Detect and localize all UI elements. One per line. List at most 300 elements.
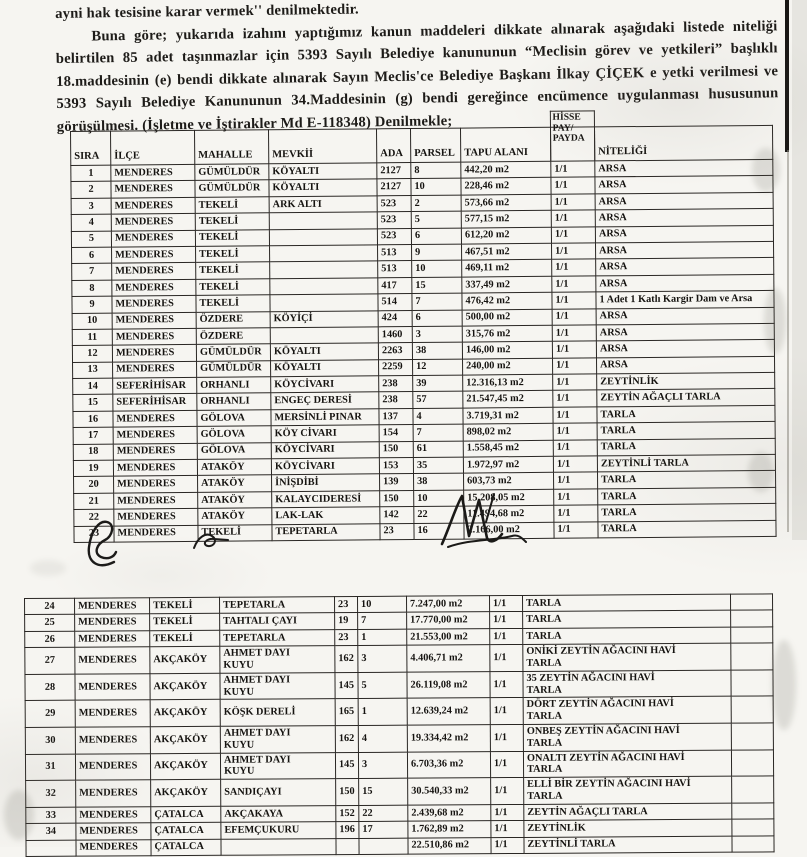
table-cell: AKÇAKÖY (150, 700, 220, 727)
table-cell: MENDERES (114, 525, 198, 542)
table-cell: 513 (378, 244, 412, 261)
table-cell: 16 (414, 523, 464, 540)
column-header-ada: ADA (376, 129, 410, 163)
table-cell: 1/1 (553, 390, 597, 407)
table-cell: ONBEŞ ZEYTİN AĞACINI HAVİ TARLA (523, 723, 731, 751)
table-cell: 1/1 (554, 522, 598, 539)
table-cell: 11 (72, 329, 112, 346)
table-cell: 12 (413, 359, 463, 376)
table-cell: 15 (412, 277, 462, 294)
table-cell (270, 245, 378, 262)
table-cell: MENDERES (113, 459, 197, 476)
table-cell: 2127 (377, 179, 411, 196)
table-cell: 1 (358, 699, 407, 726)
table-cell: ZEYTİN AĞAÇLI TARLA (597, 389, 775, 407)
table-cell: 1/1 (489, 595, 522, 612)
table2-body (25, 594, 775, 856)
table-cell (26, 840, 76, 857)
table-cell: 337,49 m2 (462, 276, 552, 293)
table-cell: ARSA (596, 323, 774, 341)
table-cell: 1/1 (552, 308, 596, 325)
scan-edge-shadow (792, 0, 807, 540)
table-cell: 1/1 (490, 698, 523, 725)
table-cell: 7 (413, 424, 463, 441)
table-cell: KÖYALTI (269, 163, 377, 180)
table-cell: 240,00 m2 (463, 358, 553, 375)
table-cell-empty (732, 776, 774, 803)
table-cell: 6 (412, 310, 462, 327)
table-cell: 523 (377, 228, 411, 245)
column-header-ilce: İLÇE (111, 130, 195, 165)
table-cell: 10 (414, 490, 464, 507)
table-cell: 23 (380, 523, 414, 540)
table-cell: 1/1 (552, 341, 596, 358)
table-cell: 35 ZEYTİN AĞACINI HAVİ TARLA (523, 670, 731, 698)
table-cell: 3 (412, 326, 462, 343)
table-cell: 2 (71, 182, 111, 199)
table-cell: 424 (378, 310, 412, 327)
intro-first-line: ayni hak tesisine karar vermek'' denilmektedir. (55, 1, 359, 22)
table-cell: KÖYALTI (271, 360, 379, 377)
scan-smudge (748, 452, 774, 492)
column-header-sira: SIRA (71, 131, 111, 165)
table-cell: KÖY CİVARI (271, 425, 379, 442)
table-cell: 38 (412, 342, 462, 359)
table-cell: 238 (379, 392, 413, 409)
table-cell: MENDERES (113, 443, 197, 460)
table-cell: ÇATALCA (151, 839, 221, 856)
column-header-niteligi: NİTELİĞİ (594, 125, 772, 161)
table-cell: MENDERES (75, 631, 150, 648)
table-cell: 5 (411, 211, 461, 228)
table-cell: TEKELİ (195, 229, 269, 246)
table-cell: ÇATALCA (151, 806, 221, 823)
table-cell: 1.972,97 m2 (463, 456, 553, 473)
table-cell: 17 (73, 427, 113, 444)
table-cell: MENDERES (75, 673, 150, 700)
table-cell: AKÇAKÖY (150, 646, 220, 673)
table-cell: 1/1 (490, 645, 523, 672)
table-cell: 1/1 (491, 804, 524, 821)
intro-body-text: Buna göre; yukarıda izahını yaptığımız kanun maddeleri dikkate alınarak aşağıdaki listede niteliği belirtilen 85 adet taşınmazlar için 5393 Sayılı Belediye kanununun “Meclisin görev ve yetkileri” başlıklı 18.maddesinin (e) bendi dikkate alınarak Sayın Meclis'ce Belediye Başkanı İlkay ÇİÇEK e yetki verilmesi ve 5393 Sayılı Belediye Kanununun 34.Maddesinin (g) bendi gereğince encümence uygulanması hususunun görüşülmesi. (İşletme ve İştirakler Md E-118348) Denilmekle; (55, 17, 779, 135)
table-cell: TEPETARLA (220, 629, 335, 646)
table-cell: 22 (359, 805, 408, 822)
table-cell: 442,20 m2 (461, 161, 551, 178)
table-cell: ATAKÖY (198, 508, 272, 525)
table-cell: MENDERES (111, 181, 195, 198)
table-cell: 577,15 m2 (461, 210, 551, 227)
table-cell: 469,11 m2 (462, 260, 552, 277)
table-cell: ELLİ BİR ZEYTİN AĞACINI HAVİ TARLA (524, 776, 732, 804)
table-cell: 315,76 m2 (462, 325, 552, 342)
table-cell: 1/1 (490, 724, 523, 751)
table-cell: 4 (358, 725, 407, 752)
table-cell: 4 (71, 214, 111, 231)
table-cell: 898,02 m2 (463, 424, 553, 441)
table-cell: 150 (336, 779, 359, 806)
table-cell: 417 (378, 277, 412, 294)
table-cell: TEKELİ (195, 197, 269, 214)
table-cell: 21.547,45 m2 (463, 391, 553, 408)
table-cell: 162 (335, 646, 358, 673)
table-cell: 5 (358, 672, 407, 699)
table-cell: 1/1 (551, 177, 595, 194)
table-cell: MENDERES (111, 214, 195, 231)
table-cell: ÖZDERE (196, 328, 270, 345)
table-cell: TEKELİ (195, 213, 269, 230)
table-cell: 19.334,42 m2 (407, 725, 490, 752)
column-header-mevkii: MEVKİİ (268, 129, 376, 164)
table-cell: ATAKÖY (197, 459, 271, 476)
scan-smudge (30, 560, 66, 576)
table-cell: ARSA (595, 209, 773, 227)
table-cell: 1/1 (490, 612, 523, 629)
table-cell: 12 (72, 345, 112, 362)
table-cell: TARLA (597, 405, 775, 423)
table-cell: 22 (414, 506, 464, 523)
table-cell: 2.166,00 m2 (464, 522, 554, 539)
table-cell: 12.639,24 m2 (407, 698, 490, 725)
table-cell: 1/1 (491, 837, 524, 854)
table-cell: TEKELİ (196, 278, 270, 295)
table-cell: 6 (72, 247, 112, 264)
table-cell: 15 (73, 395, 113, 412)
table1-body (71, 159, 776, 542)
table-cell: KÖYCİVARI (271, 458, 379, 475)
table-cell: TEPETARLA (272, 523, 380, 540)
table-cell: 145 (335, 672, 358, 699)
table-cell-empty (731, 749, 773, 776)
column-header-hisse (550, 111, 594, 161)
table-cell: 7 (358, 613, 407, 630)
table-cell: 27 (25, 647, 75, 674)
table-cell: 150 (379, 441, 413, 458)
intro-paragraph (55, 0, 779, 139)
table-cell: 145 (335, 752, 358, 779)
table-cell: TEKELİ (150, 630, 220, 647)
table-cell: GÖLOVA (197, 426, 271, 443)
table-cell: 196 (336, 822, 359, 839)
table-cell: TARLA (598, 487, 776, 505)
table-cell: MENDERES (112, 279, 196, 296)
table-cell: KÖŞK DERELİ (220, 699, 335, 726)
table-cell: LAK-LAK (272, 507, 380, 524)
table-cell-empty (732, 803, 774, 820)
table-cell: 513 (378, 261, 412, 278)
table-cell: 1/1 (551, 210, 595, 227)
table-cell: MENDERES (113, 361, 197, 378)
table-cell: 10 (412, 260, 462, 277)
table-cell: MENDERES (112, 312, 196, 329)
table-cell: 476,42 m2 (462, 292, 552, 309)
table-cell: ORHANLI (197, 393, 271, 410)
table-cell: ONİKİ ZEYTİN AĞACINI HAVİ TARLA (523, 643, 731, 671)
table-cell: 10 (357, 596, 406, 613)
table-cell: MENDERES (75, 614, 150, 631)
table-cell (359, 838, 408, 855)
table-cell: 21 (74, 493, 114, 510)
table-cell: 1/1 (490, 751, 523, 778)
table-cell: 1/1 (551, 243, 595, 260)
table-cell: MENDERES (113, 410, 197, 427)
table-cell: 33 (26, 807, 76, 824)
table-cell: 34 (26, 823, 76, 840)
table-cell: 25 (25, 615, 75, 632)
table-cell: ARSA (595, 192, 773, 210)
table-cell: 3.719,31 m2 (463, 407, 553, 424)
table-cell: AHMET DAYI KUYU (220, 646, 335, 673)
table-cell: ATAKÖY (198, 492, 272, 509)
table-cell: GÜMÜLDÜR (195, 180, 269, 197)
table-cell: 1.762,89 m2 (408, 821, 491, 838)
column-header-mahalle: MAHALLE (194, 130, 268, 165)
table-cell: 146,00 m2 (462, 342, 552, 359)
table-cell: 38 (414, 474, 464, 491)
table-cell: MENDERES (114, 476, 198, 493)
table-cell: 16 (73, 411, 113, 428)
table-cell: KÖYCİVARI (271, 376, 379, 393)
table-cell: 8 (411, 162, 461, 179)
table-cell: TARLA (522, 594, 730, 612)
table-cell: 142 (380, 507, 414, 524)
table-cell: MENDERES (76, 806, 151, 823)
table-cell: 6.703,36 m2 (407, 751, 490, 778)
table-cell: 1/1 (552, 276, 596, 293)
table-cell: TEKELİ (196, 246, 270, 263)
table-cell: ZEYTİNLİK (524, 819, 732, 837)
table-cell: ARSA (595, 159, 773, 177)
table-cell: ONALTI ZEYTİN AĞACINI HAVİ TARLA (523, 750, 731, 778)
table-cell: ARSA (596, 307, 774, 325)
table-cell-empty (731, 696, 773, 723)
table-cell-empty (732, 819, 774, 836)
table-cell: SEFERİHİSAR (113, 377, 197, 394)
table-cell: TARLA (523, 627, 731, 645)
table-cell: SEFERİHİSAR (113, 394, 197, 411)
table-cell: 14 (73, 378, 113, 395)
table-cell: ARSA (595, 176, 773, 194)
table-cell: 238 (379, 376, 413, 393)
table-cell: ORHANLI (197, 377, 271, 394)
table-cell: 7.247,00 m2 (406, 596, 489, 613)
table-cell: TEKELİ (198, 524, 272, 541)
table-cell: 1/1 (554, 489, 598, 506)
table-cell: 28 (25, 674, 75, 701)
table-cell: 26.119,08 m2 (407, 671, 490, 698)
table-cell: 57 (413, 392, 463, 409)
table-cell: MENDERES (75, 700, 150, 727)
table-cell-empty (731, 627, 773, 644)
table-cell: MENDERES (111, 197, 195, 214)
table-cell: TARLA (598, 504, 776, 522)
table-cell: 228,46 m2 (461, 178, 551, 195)
table-cell: ÖZDERE (196, 311, 270, 328)
table-cell: MENDERES (112, 263, 196, 280)
table-cell: 139 (380, 474, 414, 491)
table-cell: 1 Adet 1 Katlı Kargir Dam ve Arsa (596, 290, 774, 308)
table-cell: MENDERES (76, 780, 151, 807)
table-cell: 30 (25, 727, 75, 754)
scan-smudge (772, 640, 796, 730)
table-cell: 2259 (379, 359, 413, 376)
table-cell: 1/1 (551, 226, 595, 243)
table-cell: 523 (377, 212, 411, 229)
table-cell: 1/1 (551, 161, 595, 178)
table-cell: MENDERES (112, 296, 196, 313)
property-table-page1 (70, 111, 777, 543)
table-cell: 7 (72, 263, 112, 280)
table-cell: TAHTALI ÇAYI (220, 613, 335, 630)
table-cell: 2.439,68 m2 (408, 804, 491, 821)
table-cell: KÖYALTI (270, 343, 378, 360)
table-cell: DÖRT ZEYTİN AĞACINI HAVİ TARLA (523, 697, 731, 725)
table-cell: MERSİNLİ PINAR (271, 409, 379, 426)
table-cell: ÇATALCA (151, 822, 221, 839)
table-cell: TARLA (523, 611, 731, 629)
table-cell: 15.208,05 m2 (464, 489, 554, 506)
table-cell: 573,66 m2 (461, 194, 551, 211)
table-cell: 4 (413, 408, 463, 425)
table-cell: 19 (335, 613, 358, 630)
table-cell: AHMET DAYI KUYU (220, 752, 335, 779)
table-cell: 23 (335, 629, 358, 646)
table-cell: MENDERES (112, 328, 196, 345)
property-table-page2 (24, 593, 775, 856)
table-cell: ARSA (595, 225, 773, 243)
table-cell: ARSA (596, 356, 774, 374)
table-cell: 39 (413, 375, 463, 392)
table-cell: 6 (411, 228, 461, 245)
table-row (26, 835, 774, 856)
table-cell: 3 (358, 752, 407, 779)
table-cell: MENDERES (75, 647, 150, 674)
table-cell: 1/1 (553, 456, 597, 473)
table-cell: AKÇAKÖY (150, 726, 220, 753)
table-cell: 2 (411, 195, 461, 212)
table-cell: 10 (411, 178, 461, 195)
table-cell: 152 (336, 805, 359, 822)
table-cell: TARLA (597, 422, 775, 440)
table-cell (270, 278, 378, 295)
table-cell: MENDERES (112, 246, 196, 263)
table-cell: ZEYTİNLİ TARLA (597, 454, 775, 472)
table-cell: 21.553,00 m2 (407, 628, 490, 645)
table-cell: 11.494,68 m2 (464, 505, 554, 522)
table-cell: 1/1 (552, 292, 596, 309)
table-cell: 22 (74, 509, 114, 526)
table-cell: 1.558,45 m2 (463, 440, 553, 457)
column-header-parsel: PARSEL (410, 128, 460, 162)
table-cell-empty (731, 643, 773, 670)
scan-edge-line-faint (787, 150, 789, 532)
table-cell: MENDERES (75, 598, 150, 615)
table-cell: 2127 (377, 163, 411, 180)
table-cell-empty (731, 670, 773, 697)
table-cell (269, 212, 377, 229)
table-cell: 1/1 (552, 358, 596, 375)
table-cell: KÖYCİVARI (271, 441, 379, 458)
table-cell: 29 (25, 701, 75, 728)
table-cell: AKÇAKÖY (150, 753, 220, 780)
table-cell: 153 (379, 458, 413, 475)
table-cell: 523 (377, 195, 411, 212)
table-cell: 1/1 (554, 472, 598, 489)
scan-smudge (764, 288, 786, 354)
table-cell: ZEYTİN AĞAÇLI TARLA (524, 803, 732, 821)
table-cell: 1/1 (553, 423, 597, 440)
table-cell: 162 (335, 725, 358, 752)
table-cell: TEKELİ (196, 295, 270, 312)
table-cell: GÜMÜLDÜR (196, 344, 270, 361)
table-cell: KÖYALTI (269, 179, 377, 196)
table-cell: GÜMÜLDÜR (197, 360, 271, 377)
table-cell: TARLA (597, 471, 775, 489)
table-cell-empty (731, 610, 773, 627)
table-cell-empty (731, 723, 773, 750)
table-cell: ZEYTİNLİ TARLA (524, 836, 732, 854)
table-cell (269, 228, 377, 245)
table-cell: 10 (72, 313, 112, 330)
table-cell: 1/1 (553, 407, 597, 424)
table-cell: AKÇAKÖY (150, 673, 220, 700)
table-cell: SANDIÇAYI (221, 779, 336, 806)
table-cell: MENDERES (75, 727, 150, 754)
table-cell: TARLA (598, 520, 776, 538)
table-cell: 1460 (378, 326, 412, 343)
table-cell: 23 (74, 526, 114, 543)
table-cell: 1/1 (552, 259, 596, 276)
table-cell: 61 (413, 441, 463, 458)
table-cell: MENDERES (76, 823, 151, 840)
table-cell: TEKELİ (196, 262, 270, 279)
table-cell: 32 (26, 780, 76, 807)
table-cell: 1/1 (491, 778, 524, 805)
table-cell: 17 (359, 821, 408, 838)
table-cell: 12.316,13 m2 (463, 374, 553, 391)
table-cell: MENDERES (114, 509, 198, 526)
scan-smudge (752, 148, 780, 192)
table-cell: 1/1 (491, 821, 524, 838)
table-cell: 1/1 (551, 194, 595, 211)
table-cell: 1/1 (552, 325, 596, 342)
table-cell: 30.540,33 m2 (408, 778, 491, 805)
table-cell: MENDERES (113, 427, 197, 444)
table-cell: AHMET DAYI KUYU (220, 726, 335, 753)
table-cell: 35 (413, 457, 463, 474)
table-cell: 9 (412, 244, 462, 261)
table-cell: ARK ALTI (269, 196, 377, 213)
table-cell: AHMET DAYI KUYU (220, 672, 335, 699)
table-cell: 1 (358, 629, 407, 646)
table-cell: MENDERES (76, 839, 151, 856)
table-cell (270, 294, 378, 311)
table-cell: 612,20 m2 (461, 227, 551, 244)
table-cell: 5 (71, 231, 111, 248)
scan-edge-line (785, 0, 789, 152)
table-cell: MENDERES (75, 753, 150, 780)
table-cell: TEKELİ (150, 614, 220, 631)
table-cell: 137 (379, 408, 413, 425)
table-cell: KALAYCIDERESİ (272, 491, 380, 508)
table-cell: ZEYTİNLİK (597, 372, 775, 390)
table-cell: ATAKÖY (198, 475, 272, 492)
table-cell: ARSA (595, 241, 773, 259)
table-cell: 23 (334, 596, 357, 613)
table-cell: TEPETARLA (219, 597, 334, 614)
table-cell: 22.510,86 m2 (408, 837, 491, 854)
table-cell: 4.406,71 m2 (407, 645, 490, 672)
hisse-header-box: HİSSE PAY/ PAYDA (549, 110, 595, 160)
